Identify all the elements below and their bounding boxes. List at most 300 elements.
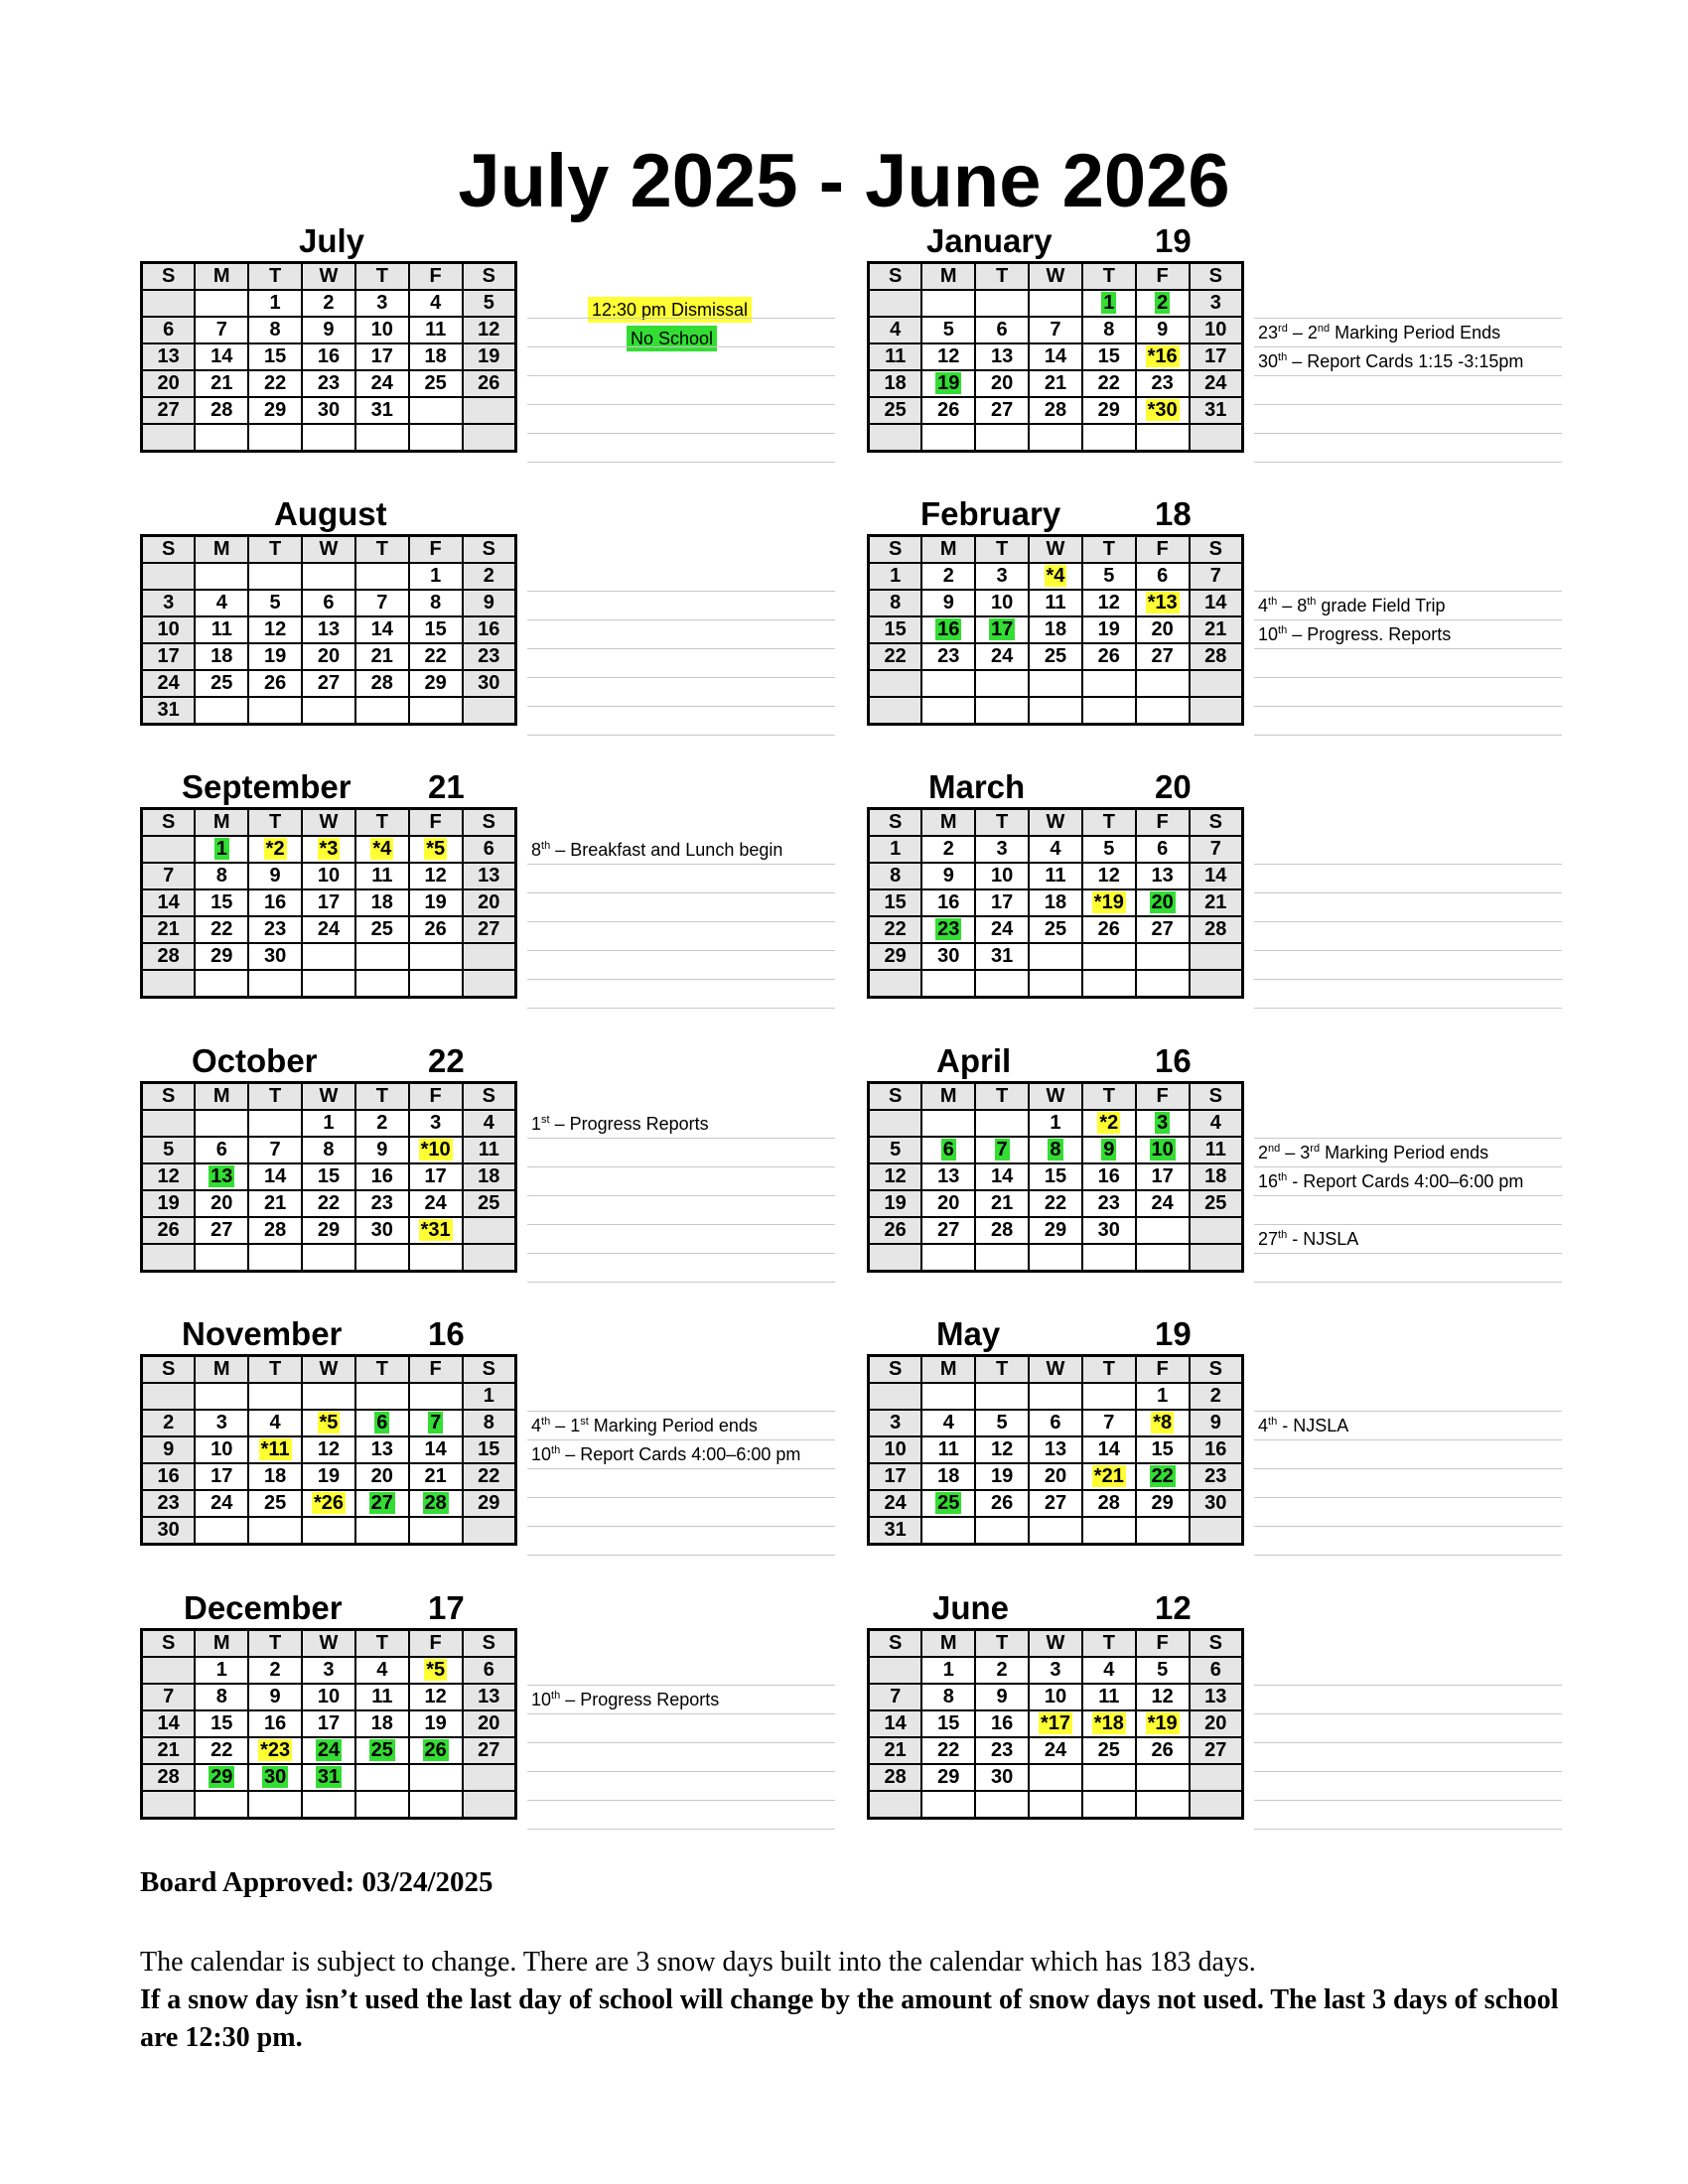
day-number: 3 [996,838,1008,860]
day-number: 4 [942,1412,954,1433]
day-cell [975,1710,1029,1737]
day-header: F [409,263,463,291]
day-number: 12 [263,618,287,640]
day-number: 20 [478,891,500,913]
day-number: 26 [424,918,447,940]
day-cell [195,1737,248,1764]
day-number: 23 [1204,1465,1227,1487]
day-cell [463,563,516,590]
day-number: 27 [317,672,341,694]
day-number: 9 [942,592,954,614]
note-line [527,1383,835,1412]
day-cell [195,1436,248,1463]
note-line [527,1254,835,1283]
day-header: S [869,1083,922,1111]
day-cell [1029,889,1082,916]
day-cell [195,1463,248,1490]
day-cell [1190,1217,1243,1244]
day-number: 23 [263,918,287,940]
month-header [867,1590,1244,1626]
day-cell [869,1791,922,1819]
day-number: 12 [317,1438,341,1460]
week-row [869,1791,1243,1819]
day-cell [248,1410,302,1436]
day-cell [921,1791,975,1819]
day-number: 4 [215,592,227,614]
month-header [140,496,517,532]
day-cell [1190,563,1243,590]
day-header: M [921,1630,975,1658]
day-header: S [1190,1083,1243,1111]
day-number: 13 [317,618,341,640]
day-number: 1 [1103,292,1115,314]
day-cell [355,370,409,397]
day-cell [142,916,196,943]
day-header: T [355,1630,409,1658]
day-header: M [195,1083,248,1111]
week-row [869,1110,1243,1137]
day-cell [1082,1791,1136,1819]
month-table [140,807,517,999]
day-cell [463,836,516,863]
day-number: 22 [884,918,907,940]
day-cell [195,1383,248,1410]
day-cell [869,1490,922,1517]
day-cell [1190,643,1243,670]
day-cell [1029,863,1082,889]
day-cell [1136,1517,1190,1545]
day-cell [869,836,922,863]
day-header: S [869,536,922,564]
day-number: *17 [1040,1712,1070,1734]
day-number: *21 [1093,1465,1124,1487]
day-cell [409,1190,463,1217]
note-line: 2nd – 3rd Marking Period ends [1254,1139,1562,1167]
day-cell [355,317,409,343]
day-number: 12 [1151,1686,1174,1707]
day-number: 5 [996,1412,1008,1433]
day-header: F [1136,1083,1190,1111]
day-header: S [1190,1356,1243,1384]
day-header: S [1190,536,1243,564]
month-table [867,807,1244,999]
day-number: 20 [1151,618,1174,640]
day-cell [195,1137,248,1163]
day-number: 21 [211,372,233,394]
month-name: February [920,495,1061,532]
day-header: S [869,1630,922,1658]
day-number: 27 [370,1492,393,1514]
day-header: M [921,1083,975,1111]
legend-half-day: 12:30 pm Dismissal [588,297,752,323]
day-cell [355,1710,409,1737]
week-row [142,863,516,889]
day-cell [1082,290,1136,317]
day-number: 31 [884,1519,907,1541]
day-number: 15 [263,345,287,367]
day-cell [409,1110,463,1137]
day-cell [1029,1410,1082,1436]
week-row [869,1684,1243,1710]
day-cell [142,1244,196,1272]
day-cell [248,1657,302,1684]
day-number: 22 [424,645,447,667]
day-cell [1082,1710,1136,1737]
note-line: 23rd – 2nd Marking Period Ends [1254,319,1562,347]
day-header: F [409,1630,463,1658]
day-cell [355,670,409,697]
day-cell [1082,970,1136,998]
day-header: T [248,536,302,564]
month-name: June [932,1589,1010,1626]
day-number: 19 [990,1465,1014,1487]
day-header: W [1029,1356,1082,1384]
day-cell [142,1436,196,1463]
day-cell [195,1410,248,1436]
day-cell [302,970,355,998]
day-cell [195,916,248,943]
month-notes [527,563,835,736]
day-number: 5 [269,592,281,614]
day-cell [463,343,516,370]
month-table [140,534,517,726]
day-cell [869,1190,922,1217]
day-cell [1190,370,1243,397]
week-row [869,1383,1243,1410]
day-number: 7 [269,1139,281,1160]
day-cell [921,1737,975,1764]
day-number: 8 [269,319,281,341]
note-line [527,1714,835,1743]
day-cell [1082,1110,1136,1137]
school-day-count: 17 [428,1589,465,1626]
note-line [527,951,835,980]
day-cell [869,1217,922,1244]
day-number: 18 [937,1465,960,1487]
day-header: S [142,1630,196,1658]
day-cell [142,943,196,970]
day-cell [463,590,516,616]
day-cell [869,1137,922,1163]
day-cell [248,317,302,343]
day-cell [463,1244,516,1272]
day-cell [1029,1463,1082,1490]
day-number: 22 [1044,1192,1067,1214]
day-cell [142,1410,196,1436]
day-cell [463,1463,516,1490]
day-number: 30 [263,945,287,967]
day-number: 15 [211,891,233,913]
day-cell [1082,424,1136,452]
week-row [142,1137,516,1163]
day-cell [248,290,302,317]
week-row [869,1410,1243,1436]
day-number: 9 [1103,1139,1115,1160]
day-header: M [195,809,248,837]
day-cell [302,370,355,397]
day-number: 1 [890,838,902,860]
day-cell [463,370,516,397]
day-number: 24 [1204,372,1227,394]
day-number: 20 [211,1192,233,1214]
day-cell [248,616,302,643]
day-header: W [302,1356,355,1384]
day-number: 3 [215,1412,227,1433]
day-cell [921,397,975,424]
week-row [142,424,516,452]
note-line: 4th - NJSLA [1254,1412,1562,1440]
day-number: 31 [990,945,1014,967]
week-row [869,424,1243,452]
day-cell [975,1137,1029,1163]
day-number: 8 [942,1686,954,1707]
day-header: M [921,536,975,564]
school-day-count: 20 [1155,768,1192,805]
note-line [527,405,835,434]
month-notes [1254,1657,1562,1830]
day-number: 9 [269,865,281,887]
day-number: 1 [215,1659,227,1681]
day-number: 27 [937,1219,960,1241]
day-cell [921,1163,975,1190]
day-header: T [1082,1356,1136,1384]
day-header: S [463,809,516,837]
day-cell [1029,370,1082,397]
day-cell [1136,943,1190,970]
day-cell [975,863,1029,889]
day-cell [195,1791,248,1819]
day-cell [409,836,463,863]
day-number: 24 [990,918,1014,940]
week-row [142,970,516,998]
day-number: 18 [370,891,393,913]
day-cell [142,1383,196,1410]
day-cell [1082,397,1136,424]
day-cell [921,1137,975,1163]
day-cell [975,1490,1029,1517]
day-number: 6 [1050,1412,1061,1433]
day-number: 6 [215,1139,227,1160]
disclaimer-line: The calendar is subject to change. There are 3 snow days built into the calendar which has 183 days. [140,1947,1256,1978]
day-cell [1136,1163,1190,1190]
day-number: 30 [157,1519,180,1541]
day-cell [975,1244,1029,1272]
day-cell [1029,1244,1082,1272]
day-number: 1 [483,1385,494,1407]
day-cell [463,863,516,889]
week-row [142,290,516,317]
day-cell [195,1684,248,1710]
day-cell [975,290,1029,317]
note-line [1254,893,1562,922]
day-cell [921,643,975,670]
day-number: *2 [1099,1112,1119,1134]
day-cell [869,1710,922,1737]
day-cell [355,863,409,889]
day-cell [1136,397,1190,424]
note-line [1254,1469,1562,1498]
day-cell [1190,916,1243,943]
day-cell [302,290,355,317]
day-number: 16 [263,891,287,913]
day-cell [1136,1710,1190,1737]
day-cell [1136,889,1190,916]
day-cell [463,1190,516,1217]
day-cell [921,1436,975,1463]
day-cell [409,397,463,424]
day-number: 24 [317,918,341,940]
day-header: T [248,1083,302,1111]
day-number: 22 [1151,1465,1174,1487]
day-cell [195,889,248,916]
week-row [869,370,1243,397]
note-line [527,434,835,463]
day-number: 11 [1204,1139,1226,1160]
day-cell [355,1517,409,1545]
day-cell [1029,1163,1082,1190]
day-cell [1082,670,1136,697]
day-cell [195,1110,248,1137]
month-name: January [926,222,1053,259]
note-line [1254,1686,1562,1714]
note-line [1254,1772,1562,1801]
calendar-disclaimer [140,1944,1570,2057]
week-row [869,1764,1243,1791]
day-cell [355,1490,409,1517]
day-cell [463,1517,516,1545]
day-number: *13 [1147,592,1178,614]
day-cell [1136,590,1190,616]
week-row [142,397,516,424]
week-row [142,889,516,916]
day-cell [248,970,302,998]
week-row [142,1764,516,1791]
day-cell [355,1244,409,1272]
day-number: *23 [260,1739,291,1761]
day-cell [1082,1217,1136,1244]
day-cell [142,863,196,889]
day-number: 5 [1103,838,1115,860]
day-number: 17 [990,891,1014,913]
day-cell [142,1110,196,1137]
day-cell [409,970,463,998]
day-cell [1190,317,1243,343]
week-row [869,943,1243,970]
day-number: 28 [263,1219,287,1241]
day-cell [1136,836,1190,863]
week-row [142,916,516,943]
day-number: 20 [370,1465,393,1487]
day-cell [355,290,409,317]
day-number: 12 [1097,592,1120,614]
school-day-count: 16 [428,1315,465,1352]
day-header: T [975,1630,1029,1658]
day-cell [1082,1490,1136,1517]
week-row [869,970,1243,998]
day-cell [1136,1463,1190,1490]
day-number: 30 [263,1766,287,1788]
day-number: *5 [426,1659,446,1681]
note-line [1254,951,1562,980]
day-cell [1190,343,1243,370]
day-cell [869,670,922,697]
day-cell [1190,1244,1243,1272]
day-cell [1029,1684,1082,1710]
day-number: 10 [317,865,341,887]
day-number: 26 [1097,645,1120,667]
day-number: 17 [211,1465,233,1487]
day-cell [1029,1764,1082,1791]
day-cell [975,1110,1029,1137]
day-cell [1082,1657,1136,1684]
day-cell [975,916,1029,943]
week-row [869,643,1243,670]
day-cell [142,1137,196,1163]
day-number: 28 [1097,1492,1120,1514]
day-cell [975,1190,1029,1217]
day-cell [409,290,463,317]
day-cell [1190,1657,1243,1684]
day-cell [248,916,302,943]
day-cell [1190,670,1243,697]
day-cell [1029,290,1082,317]
day-header: T [1082,536,1136,564]
day-number: 13 [937,1165,960,1187]
day-cell [869,916,922,943]
day-cell [1082,916,1136,943]
day-cell [1136,1436,1190,1463]
day-number: 30 [990,1766,1014,1788]
day-cell [1082,836,1136,863]
day-cell [869,1110,922,1137]
day-cell [921,563,975,590]
day-cell [1136,1190,1190,1217]
day-cell [409,1163,463,1190]
day-cell [355,563,409,590]
day-cell [1029,1657,1082,1684]
day-cell [195,397,248,424]
day-cell [409,343,463,370]
day-number: 17 [1204,345,1227,367]
day-number: *18 [1093,1712,1124,1734]
day-cell [409,563,463,590]
day-number: 11 [1098,1686,1120,1707]
day-cell [302,1244,355,1272]
day-cell [355,424,409,452]
day-cell [869,1657,922,1684]
day-number: 2 [376,1112,388,1134]
day-number: 24 [370,372,393,394]
week-row [142,317,516,343]
day-number: 7 [890,1686,902,1707]
month-table [867,1354,1244,1546]
day-cell [1136,317,1190,343]
day-cell [921,1684,975,1710]
school-day-count: 19 [1155,1315,1192,1352]
day-number: *31 [420,1219,451,1241]
day-cell [975,970,1029,998]
day-cell [302,1163,355,1190]
day-header: W [302,1630,355,1658]
day-cell [142,697,196,725]
note-line [1254,707,1562,736]
day-cell [355,1383,409,1410]
day-number: 13 [157,345,180,367]
note-line [1254,1440,1562,1469]
day-number: 1 [430,565,442,587]
day-header: M [195,263,248,291]
day-cell [1082,697,1136,725]
